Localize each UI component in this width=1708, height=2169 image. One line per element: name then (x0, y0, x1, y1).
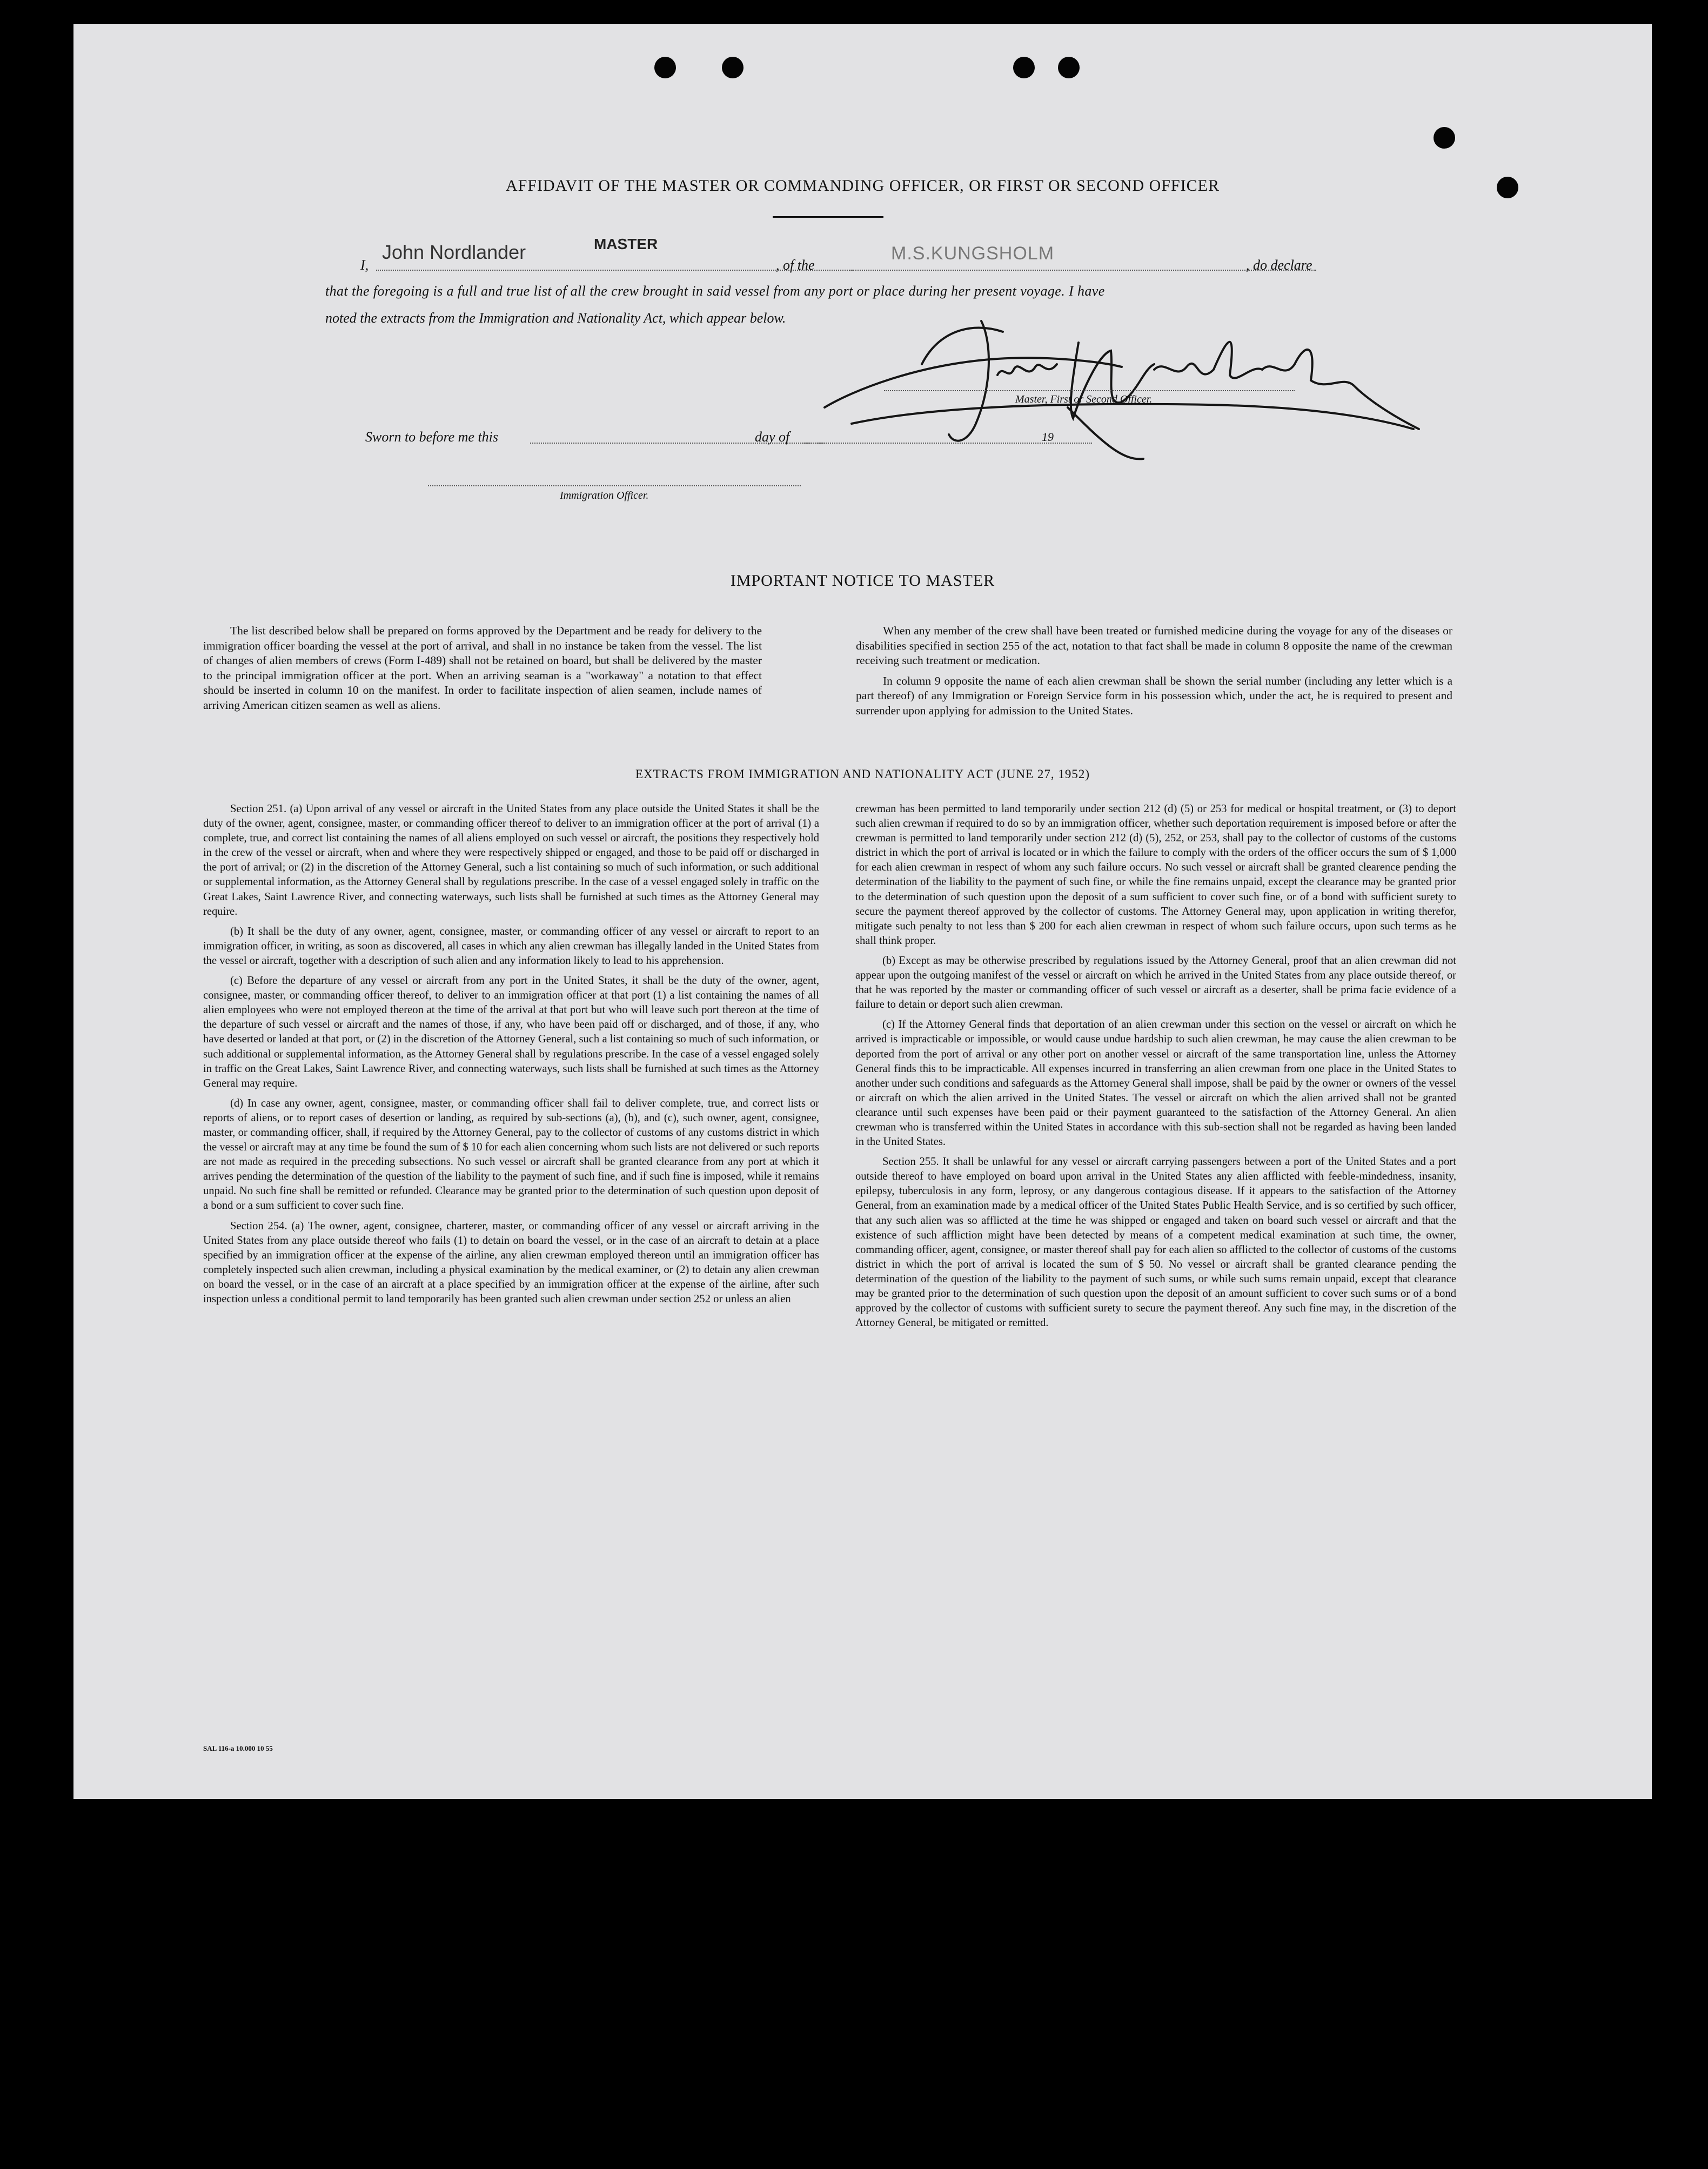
notice-paragraph: In column 9 opposite the name of each alien crewman shall be shown the serial number (including any letter which is a part thereof) of any Immigration or Foreign Service form in his possession which, under the act, he is required to present and surrender upon applying for admission to the United States. (856, 674, 1452, 717)
punch-hole (1058, 57, 1080, 78)
signature-caption: Master, First or Second Officer. (1015, 393, 1153, 405)
act-section-paragraph: Section 251. (a) Upon arrival of any vessel or aircraft in the United States from any place outside the United States it shall be the duty of the owner, agent, consignee, master, or commanding officer thereof to deliver to an immigration officer at the port of arrival (1) a complete, true, and correct list containing the names of all aliens employed on such vessel or aircraft, the positions they respectively hold in the crew of the vessel or aircraft, when and where they were respectively shipped or engaged, and those to be paid off or discharged in the port of arrival; or (2) in the discretion of the Attorney General, such a list containing so much of such information, or such additional or supplemental information, as the Attorney General shall by regulations prescribe. In the case of a vessel engaged solely in traffic on the Great Lakes, Saint Lawrence River, and connecting waterways, such lists shall be furnished at such times as the Attorney General may require. (203, 803, 819, 918)
notice-paragraph: When any member of the crew shall have been treated or furnished medicine during the voyage for any of the diseases or disabilities specified in section 255 of the act, notation to that fact shall be made in column 8 opposite the name of the crewman receiving such treatment or medication. (856, 624, 1452, 667)
notice-title: IMPORTANT NOTICE TO MASTER (730, 572, 995, 590)
notice-paragraph: The list described below shall be prepared on forms approved by the Department and be ready for delivery to the immigration officer boarding the vessel at the port of arrival, and shall in no instance be taken from the vessel. The list of changes of alien members of crews (Form I-489) shall not be retained on board, but shall be delivered by the master to the principal immigration officer at the port. When an arriving seaman is a "workaway" a notation to that effect should be inserted in column 10 on the manifest. In order to facilitate inspection of alien seamen, include names of arriving American citizen seamen as well as aliens. (203, 624, 762, 712)
notice-left-column (203, 624, 762, 719)
act-section-paragraph: (b) Except as may be otherwise prescribed by regulations issued by the Attorney General, proof that an alien crewman did not appear upon the outgoing manifest of the vessel or aircraft on which he arrived in the United States from any place outside thereof, or that he was reported by the master or commanding officer of such vessel or aircraft as a deserter, shall be prima facie evidence of a failure to detain or deport such alien crewman. (855, 954, 1456, 1011)
form-number: SAL 116-a 10.000 10 55 (203, 1744, 273, 1752)
rank-stamp: MASTER (594, 236, 658, 252)
extracts-left-column (203, 802, 819, 1312)
vessel-name: M.S.KUNGSHOLM (891, 243, 1055, 264)
signature-line (884, 390, 1295, 391)
punch-hole (722, 57, 744, 78)
year-label: 19 (1042, 430, 1054, 444)
do-declare-label: , do declare (1246, 257, 1312, 273)
of-the-label: , of the (776, 257, 815, 273)
master-name: John Nordlander (382, 241, 526, 263)
act-section-paragraph: (b) It shall be the duty of any owner, agent, consignee, master, or commanding officer of any vessel or aircraft to report to an immigration officer, in writing, as soon as discovered, all cases in which any alien crewman has illegally landed in the United States from the vessel or aircraft, together with a description of such alien and any information likely to lead to his apprehension. (203, 925, 819, 967)
declaration-line-3: noted the extracts from the Immigration and Nationality Act, which appear below. (325, 310, 786, 326)
title-divider (773, 216, 883, 218)
sworn-label: Sworn to before me this (365, 429, 499, 445)
day-of-label: day of (755, 429, 790, 445)
line1-prefix: I, (360, 257, 369, 273)
act-section-paragraph: crewman has been permitted to land temporarily under section 212 (d) (5) or 253 for medical or hospital treatment, or (3) to deport such alien crewman if required to do so by an immigration officer, whether such deportation requirement is imposed before or after the crewman is permitted to land temporarily under section 212 (d) (5), 252, or 253, shall pay to the collector of customs of the customs district in which the port of arrival is located or in which the failure to comply with the orders of the officer occurs the sum of $ 1,000 for each alien crewman in respect of whom any such failure occurs. No such vessel or aircraft shall be granted clearence pending the determination of the liability to the payment of such fine, or while the fine remains unpaid, except the clearance may be granted prior to the determination of such question upon the deposit of a sum sufficient to cover such fine, or of a bond with sufficient surety to secure the payment thereof approved by the collector of customs. The Attorney General may, upon application in writing therefor, mitigate such penalty to not less than $ 200 for each alien crewman in respect of whom such failure occurs, upon such terms as he shall think proper. (855, 803, 1456, 947)
signature (819, 299, 1468, 472)
act-section-paragraph: (d) In case any owner, agent, consignee, master, or commanding officer shall fail to deliver complete, true, and correct lists or reports of aliens, or to report cases of desertion or landing, as required by sub-sections (a), (b), and (c), such owner, agent, consignee, master, or commanding officer, shall, if required by the Attorney General, pay to the collector of customs of any customs district in which the vessel or aircraft may at any time be found the sum of $ 10 for each alien concerning whom such lists are not delivered or such reports are not made as required in the preceding subsections. No such vessel or aircraft shall be granted clearance from any port at which it arrives pending the determination of the question of the liability to the payment of such fine, and if such fine is imposed, while it remains unpaid. No such fine shall be remitted or refunded. Clearance may be granted prior to the determination of such question upon deposit of a bond or a sum sufficient to cover such fine. (203, 1097, 819, 1212)
extracts-right-column (855, 802, 1456, 1336)
officer-signature-line (428, 485, 801, 486)
act-section-paragraph: Section 255. It shall be unlawful for any vessel or aircraft carrying passengers between a port of the United States and a port outside thereof to have employed on board upon arrival in the United States any alien afflicted with feeble-mindedness, insanity, epilepsy, tuberculosis in any form, leprosy, or any dangerous contagious disease. If it appears to the satisfaction of the Attorney General, from an examination made by a medical officer of the United States Public Health Service, and is so certified by such officer, that any such alien was so afflicted at the time he was shipped or engaged and taken on board such vessel or aircraft and that the existence of such affliction might have been detected by means of a competent medical examination at such time, the owner, commanding officer, agent, consignee, or master thereof shall pay for each alien so afflicted to the collector of customs of the customs district in which the port of arrival is located the sum of $ 50. No vessel or aircraft shall be granted clearance pending the determination of the question of the liability to the payment of such sums, or while such sums remain unpaid, except that clearance may be granted prior to the determination of such question upon the deposit of an amount sufficient to cover such sums or of a bond approved by the collector of customs with sufficient surety to secure the payment thereof. Any such fine may, in the discretion of the Attorney General, be mitigated or remitted. (855, 1156, 1456, 1329)
act-section-paragraph: (c) If the Attorney General finds that deportation of an alien crewman under this section on the vessel or aircraft on which he arrived is impracticable or impossible, or would cause undue hardship to such alien crewman, he may cause the alien crewman to be deported from the port of arrival or any other port on another vessel or aircraft of the same transportation line, unless the Attorney General finds this to be impracticable. All expenses incurred in transferring an alien crewman from one place in the United States to another under such conditions and safeguards as the Attorney General shall impose, shall be paid by the owner or owners of the vessel or aircraft on which the alien arrived in the United States. The vessel or aircraft on which the alien arrived shall not be granted clearance until such expenses have been paid or their payment guaranteed to the satisfaction of the Attorney General. An alien crewman who is transferred within the United States in accordance with this sub-section shall not be regarded as having been landed in the United States. (855, 1019, 1456, 1148)
act-section-paragraph: Section 254. (a) The owner, agent, consignee, charterer, master, or commanding officer of any vessel or aircraft arriving in the United States from any place outside thereof who fails (1) to detain on board the vessel, or in the case of an aircraft to detain at a place specified by an immigration officer at the expense of the airline, any alien crewman employed thereon until an immigration officer has completely inspected such alien crewman, including a physical examination by the medical examiner, or (2) to detain any alien crewman on board the vessel, or in the case of an aircraft at a place specified by an immigration officer at the expense of the airline, after such inspection unless a conditional permit to land temporarily has been granted such alien crewman under section 252 or unless an alien (203, 1220, 819, 1305)
punch-hole (1434, 127, 1455, 149)
act-section-paragraph: (c) Before the departure of any vessel or aircraft from any port in the United States, it shall be the duty of the owner, agent, consignee, master, or commanding officer thereof, to deliver to an immigration officer at that port (1) a list containing the names of all alien employees who were not employed thereon at the time of the arrival at that port but who will leave such port thereon at the time of the departure of such vessel or aircraft and the names of those, if any, who have been paid off or discharged, and of those, if any, who have deserted or landed at that port, or (2) in the discretion of the Attorney General, such a list containing so much of such information, or such additional or supplemental information, as the Attorney General shall by regulations prescribe. In the case of a vessel engaged solely in traffic on the Great Lakes, Saint Lawrence River, and connecting waterways, such lists shall be furnished at such times as the Attorney General may require. (203, 975, 819, 1089)
form-page (73, 24, 1652, 1799)
punch-hole (1013, 57, 1035, 78)
officer-caption: Immigration Officer. (560, 490, 649, 501)
extracts-title: EXTRACTS FROM IMMIGRATION AND NATIONALITY ACT (JUNE 27, 1952) (635, 767, 1090, 781)
punch-hole (654, 57, 676, 78)
notice-right-column (856, 624, 1452, 724)
declaration-line-2: that the foregoing is a full and true list of all the crew brought in said vessel from any port or place during her present voyage. I have (325, 283, 1105, 299)
affidavit-title: AFFIDAVIT OF THE MASTER OR COMMANDING OFFICER, OR FIRST OR SECOND OFFICER (505, 177, 1220, 195)
